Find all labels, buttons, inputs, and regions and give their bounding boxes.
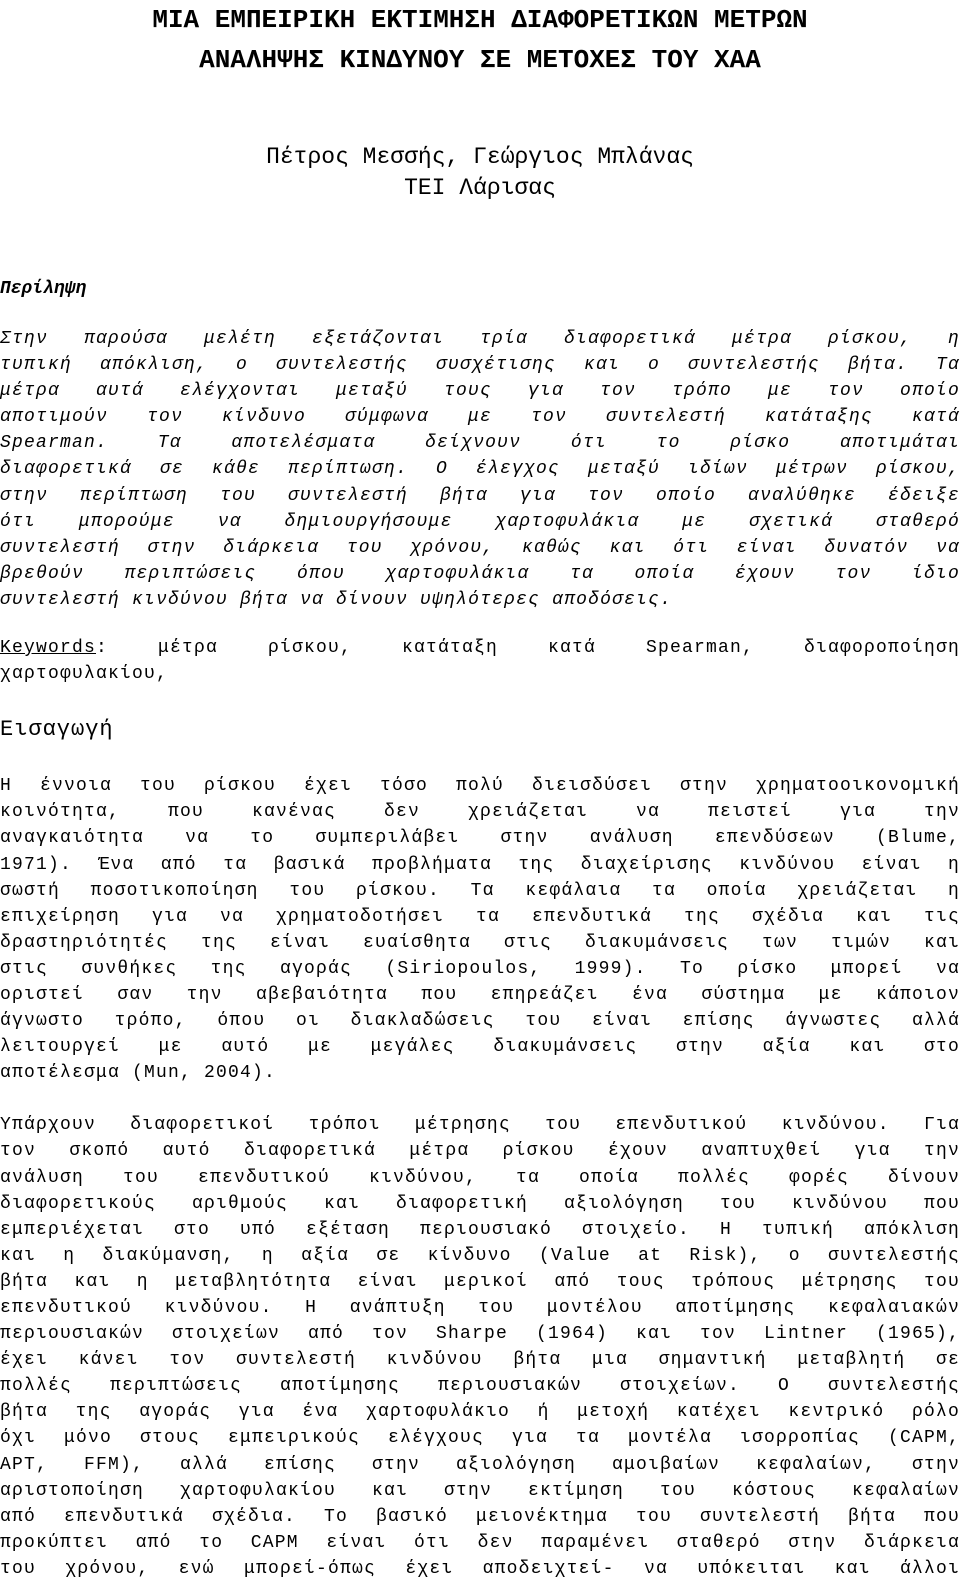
text-line: βήτα και η μεταβλητότητα είναι μερικοί από τους τρόπους μέτρησης του xyxy=(0,1271,960,1292)
text-line: διαφορετικά σε κάθε περίπτωση. Ο έλεγχος μεταξύ ιδίων μέτρων ρίσκου, xyxy=(0,459,960,480)
text-line: στην περίπτωση του συντελεστή βήτα για τον οποίο αναλύθηκε έδειξε xyxy=(0,485,960,506)
abstract-body xyxy=(0,326,960,613)
text-line: τον σκοπό αυτό διαφορετικά μέτρα ρίσκου έχουν αναπτυχθεί για την xyxy=(0,1141,960,1162)
text-line: επιχείρηση για να χρηματοδοτήσει τα επενδυτικά της σχέδια και τις xyxy=(0,906,960,927)
text-line: περιουσιακών στοιχείων από τον Sharpe (1964) και τον Lintner (1965), xyxy=(0,1324,960,1345)
text-line: βρεθούν περιπτώσεις όπου χαρτοφυλάκια τα οποία έχουν τον ίδιο xyxy=(0,563,960,584)
text-line: αποτέλεσμα (Mun, 2004). xyxy=(0,1063,277,1084)
text-line: κοινότητα, που κανένας δεν χρειάζεται να πειστεί για την xyxy=(0,802,960,823)
text-line: ότι μπορούμε να δημιουργήσουμε χαρτοφυλάκια με σχετικά σταθερό xyxy=(0,511,960,532)
text-line: πολλές περιπτώσεις αποτίμησης περιουσιακών στοιχείων. Ο συντελεστής xyxy=(0,1376,960,1397)
text-line: διαφορετικούς αριθμούς και διαφορετική αξιολόγηση του κινδύνου που xyxy=(0,1193,960,1214)
author-affiliation: ΤΕΙ Λάρισας xyxy=(404,175,556,201)
paper-title xyxy=(0,0,960,80)
keywords-line-2: χαρτοφυλακίου, xyxy=(0,664,169,685)
text-line: 1971). Ένα από τα βασικά προβλήματα της διαχείρισης κινδύνου είναι η xyxy=(0,854,960,875)
text-line: όχι μόνο στους εμπειρικούς ελέγχους για τα μοντέλα ισορροπίας (CAPM, xyxy=(0,1428,960,1449)
abstract-heading: Περίληψη xyxy=(0,279,87,299)
text-line: οριστεί σαν την αβεβαιότητα που επηρεάζει ένα σύστημα με κάποιον xyxy=(0,984,960,1005)
text-line: Υπάρχουν διαφορετικοί τρόποι μέτρησης του επενδυτικού κινδύνου. Για xyxy=(0,1115,960,1136)
text-line: συντελεστή κινδύνου βήτα να δίνουν υψηλότερες αποδόσεις. xyxy=(0,589,673,610)
paper-title-line-2: ΑΝΑΛΗΨΗΣ ΚΙΝΔΥΝΟΥ ΣΕ ΜΕΤΟΧΕΣ ΤΟΥ ΧΑΑ xyxy=(199,45,761,75)
text-line: σωστή ποσοτικοποίηση του ρίσκου. Τα κεφάλαια τα οποία χρειάζεται η xyxy=(0,880,960,901)
text-line: αριστοποίηση χαρτοφυλακίου και στην εκτίμηση του κόστους κεφαλαίων xyxy=(0,1480,960,1501)
text-line: επενδυτικού κινδύνου. Η ανάπτυξη του μοντέλου αποτίμησης κεφαλαιακών xyxy=(0,1298,960,1318)
text-line: συντελεστή στην διάρκεια του χρόνου, καθώς και ότι είναι δυνατόν να xyxy=(0,537,960,558)
text-line: APT, FFM), αλλά επίσης στην αξιολόγηση αμοιβαίων κεφαλαίων, στην xyxy=(0,1454,960,1475)
text-line: του χρόνου, ενώ μπορεί-όπως έχει αποδειχτεί- να υπόκειται και άλλοι xyxy=(0,1558,960,1578)
intro-paragraph-2 xyxy=(0,1112,960,1578)
text-line: προκύπτει από το CAPM είναι ότι δεν παραμένει σταθερό στην διάρκεια xyxy=(0,1532,960,1553)
text-line: δραστηριότητές της είναι ευαίσθητα στις διακυμάνσεις των τιμών και xyxy=(0,932,960,953)
keywords-text: : μέτρα ρίσκου, κατάταξη κατά Spearman, διαφοροποίηση xyxy=(96,638,960,659)
text-line: Η έννοια του ρίσκου έχει τόσο πολύ διεισδύσει στην χρηματοοικονομική xyxy=(0,776,960,797)
text-line: αναγκαιότητα να το συμπεριλάβει στην ανάλυση επενδύσεων (Blume, xyxy=(0,828,960,849)
authors-block xyxy=(0,142,960,204)
text-line: Στην παρούσα μελέτη εξετάζονται τρία διαφορετικά μέτρα ρίσκου, η xyxy=(0,329,960,349)
text-line: από επενδυτικά σχέδια. Το βασικό μειονέκτημα του συντελεστή βήτα που xyxy=(0,1506,960,1527)
text-line: στις συνθήκες της αγοράς (Siriopoulos, 1999). Το ρίσκο μπορεί να xyxy=(0,958,960,979)
paper-title-line-1: ΜΙΑ ΕΜΠΕΙΡΙΚΗ ΕΚΤΙΜΗΣΗ ΔΙΑΦΟΡΕΤΙΚΩΝ ΜΕΤΡΩΝ xyxy=(152,5,808,35)
intro-paragraph-1 xyxy=(0,773,960,1086)
text-line: ανάλυση του επενδυτικού κινδύνου, τα οποία πολλές φορές δίνουν xyxy=(0,1167,960,1188)
text-line: εμπεριέχεται στο υπό εξέταση περιουσιακό στοιχείο. Η τυπική απόκλιση xyxy=(0,1219,960,1240)
text-line: άγνωστο τρόπο, όπου οι διακλαδώσεις του είναι επίσης άγνωστες αλλά xyxy=(0,1011,960,1032)
text-line: τυπική απόκλιση, ο συντελεστής συσχέτισης και ο συντελεστής βήτα. Τα xyxy=(0,355,960,376)
keywords-line-1 xyxy=(0,635,960,661)
section-heading-introduction: Εισαγωγή xyxy=(0,717,114,743)
text-line: και η διακύμανση, η αξία σε κίνδυνο (Value at Risk), ο συντελεστής xyxy=(0,1245,960,1266)
text-line: έχει κάνει τον συντελεστή κινδύνου βήτα μια σημαντική μεταβλητή σε xyxy=(0,1350,960,1371)
keywords-label: Keywords xyxy=(0,638,97,659)
text-line: μέτρα αυτά ελέγχονται μεταξύ τους για τον τρόπο με τον οποίο xyxy=(0,381,960,402)
keywords-block xyxy=(0,635,960,687)
author-names: Πέτρος Μεσσής, Γεώργιος Μπλάνας xyxy=(266,144,694,170)
text-line: λειτουργεί με αυτό με μεγάλες διακυμάνσεις στην αξία και στο xyxy=(0,1037,960,1058)
text-line: Spearman. Τα αποτελέσματα δείχνουν ότι το ρίσκο αποτιμάται xyxy=(0,433,960,454)
text-line: αποτιμούν τον κίνδυνο σύμφωνα με τον συντελεστή κατάταξης κατά xyxy=(0,407,960,428)
text-line: βήτα της αγοράς για ένα χαρτοφυλάκιο ή μετοχή κατέχει κεντρικό ρόλο xyxy=(0,1402,960,1423)
